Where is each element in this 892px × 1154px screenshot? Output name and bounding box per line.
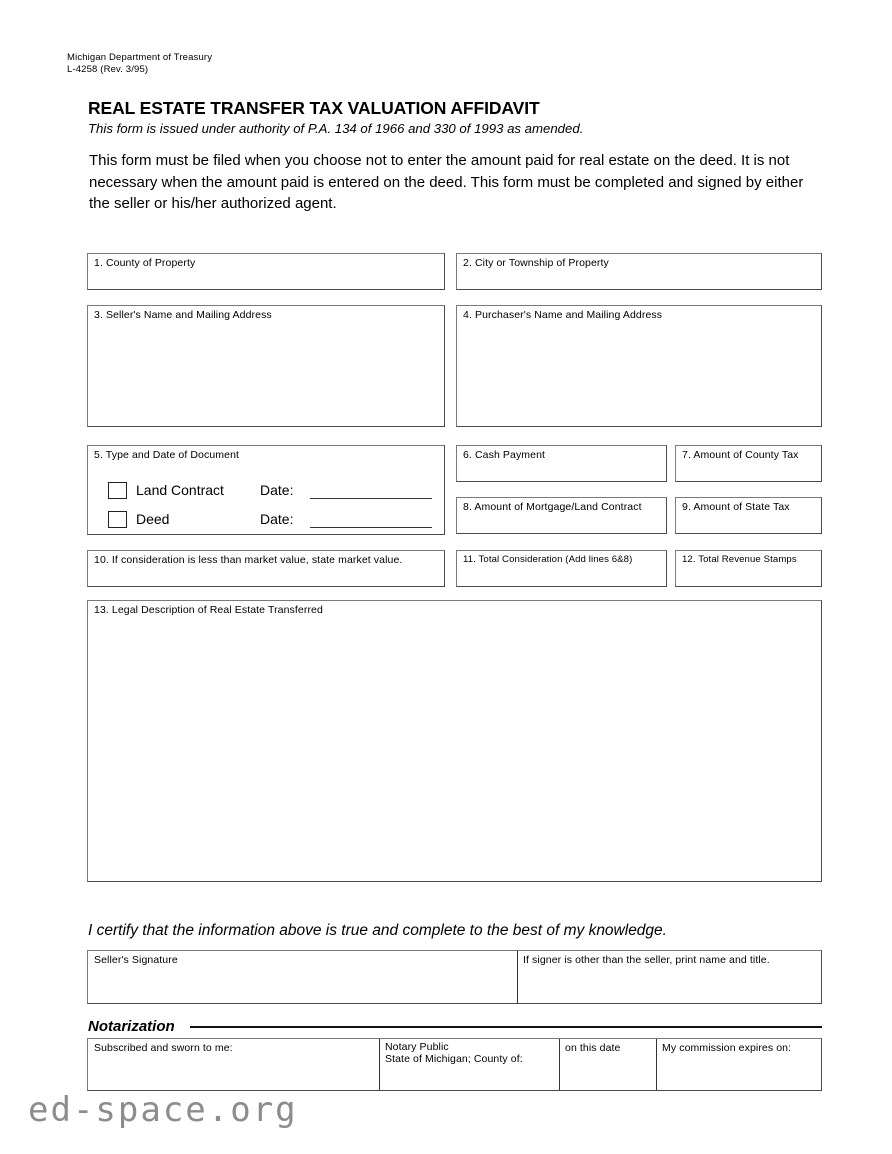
field-8-label: 8. Amount of Mortgage/Land Contract	[463, 501, 642, 513]
field-county-of-property[interactable]	[87, 253, 445, 290]
field-cash-payment[interactable]	[456, 445, 667, 482]
notarization-rule	[190, 1026, 822, 1028]
field-total-consideration[interactable]	[456, 550, 667, 587]
field-3-label: 3. Seller's Name and Mailing Address	[94, 309, 272, 321]
on-this-date-label: on this date	[565, 1042, 621, 1054]
seller-signature-input[interactable]	[88, 951, 516, 1003]
field-1-label: 1. County of Property	[94, 257, 196, 269]
notarization-heading: Notarization	[88, 1018, 175, 1035]
site-watermark: ed-space.org	[28, 1090, 298, 1130]
field-9-label: 9. Amount of State Tax	[682, 501, 790, 513]
authority-statement: This form is issued under authority of P.A. 134 of 1966 and 330 of 1993 as amended.	[88, 121, 584, 136]
agency-header	[67, 52, 212, 75]
field-seller-name-address[interactable]	[87, 305, 445, 427]
form-number: L-4258 (Rev. 3/95)	[67, 63, 149, 75]
field-11-label: 11. Total Consideration (Add lines 6&8)	[463, 554, 633, 565]
field-7-label: 7. Amount of County Tax	[682, 449, 799, 461]
commission-expires-label: My commission expires on:	[662, 1042, 792, 1054]
field-amount-of-state-tax[interactable]	[675, 497, 822, 534]
instructions-paragraph: This form must be filed when you choose not to enter the amount paid for real estate on the deed. It is not necessary when the amount paid is entered on the deed. This form must be completed and signed by either the seller or his/her authorized agent.	[89, 152, 804, 212]
field-5-label: 5. Type and Date of Document	[94, 449, 240, 461]
other-signer-input[interactable]	[517, 951, 821, 1003]
checkbox-deed-label: Deed	[136, 511, 170, 527]
land-contract-date-input[interactable]	[310, 498, 432, 499]
notary-county-input[interactable]	[379, 1039, 558, 1090]
field-amount-of-county-tax[interactable]	[675, 445, 822, 482]
field-total-revenue-stamps[interactable]	[675, 550, 822, 587]
field-legal-description[interactable]	[87, 600, 822, 882]
field-2-label: 2. City or Township of Property	[463, 257, 609, 269]
checkbox-land-contract-label: Land Contract	[136, 482, 224, 498]
notary-date-input[interactable]	[559, 1039, 655, 1090]
deed-date-input[interactable]	[310, 527, 432, 528]
deed-date-label: Date:	[260, 511, 294, 527]
field-market-value[interactable]	[87, 550, 445, 587]
field-13-label: 13. Legal Description of Real Estate Transferred	[94, 604, 323, 616]
notary-public-line-2: State of Michigan; County of:	[385, 1052, 523, 1065]
subscribed-sworn-input[interactable]	[88, 1039, 378, 1090]
commission-expires-input[interactable]	[656, 1039, 821, 1090]
checkbox-land-contract[interactable]	[108, 482, 127, 499]
field-6-label: 6. Cash Payment	[463, 449, 546, 461]
field-12-label: 12. Total Revenue Stamps	[682, 554, 797, 565]
land-contract-date-label: Date:	[260, 482, 294, 498]
certification-statement: I certify that the information above is true and complete to the best of my knowledge.	[88, 922, 667, 939]
checkbox-deed[interactable]	[108, 511, 127, 528]
field-city-or-township[interactable]	[456, 253, 822, 290]
field-amount-of-mortgage-land-contract[interactable]	[456, 497, 667, 534]
subscribed-sworn-label: Subscribed and sworn to me:	[94, 1042, 233, 1054]
field-purchaser-name-address[interactable]	[456, 305, 822, 427]
field-4-label: 4. Purchaser's Name and Mailing Address	[463, 309, 663, 321]
other-signer-label: If signer is other than the seller, print name and title.	[523, 954, 770, 966]
seller-signature-label: Seller's Signature	[94, 954, 178, 966]
agency-name: Michigan Department of Treasury	[67, 52, 213, 63]
field-10-label: 10. If consideration is less than market value, state market value.	[94, 554, 403, 566]
notary-public-line-1: Notary Public	[385, 1041, 449, 1053]
page-title: REAL ESTATE TRANSFER TAX VALUATION AFFIDAVIT	[88, 98, 540, 118]
field-type-and-date-of-document[interactable]	[87, 445, 445, 535]
